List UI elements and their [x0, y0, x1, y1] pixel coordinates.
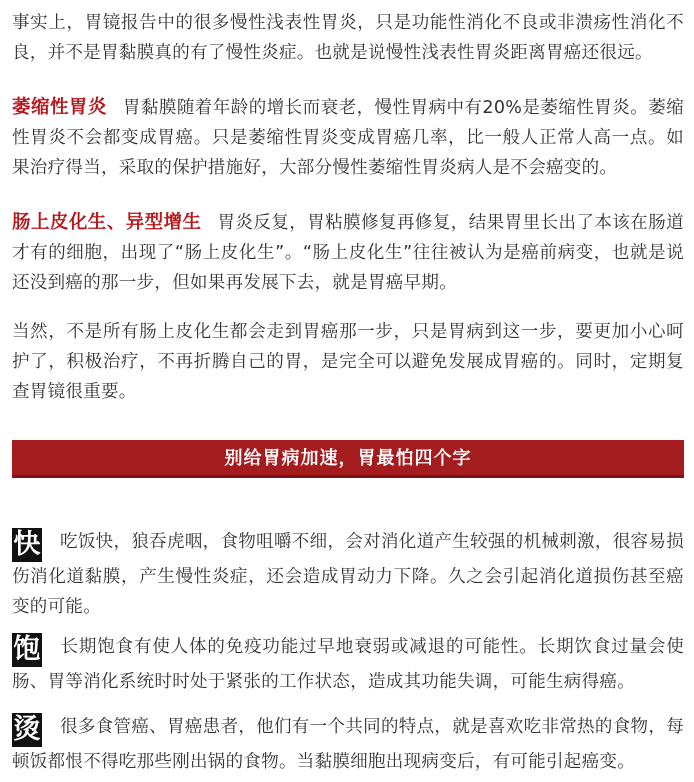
- conclusion-paragraph: [12, 317, 684, 407]
- metaplasia-text: 胃炎反复，胃粘膜修复再修复，结果胃里长出了本该在肠道才有的细胞，出现了“肠上皮化生”。“肠上皮化生”往往被认为是癌前病变，也就是说还没到癌的那一步，但如果再发展下去，就是胃癌早期。: [12, 213, 684, 293]
- intro-text: 事实上，胃镜报告中的很多慢性浅表性胃炎，只是功能性消化不良或非溃疡性消化不良，并不是胃黏膜真的有了慢性炎症。也就是说慢性浅表性胃炎距离胃癌还很远。: [12, 13, 684, 63]
- full-char-badge: 饱: [13, 634, 41, 665]
- overeating-text: 长期饱食有使人体的免疫功能过早地衰弱或减退的可能性。长期饮食过量会使肠、胃等消化系统时时处于紧张的工作状态，造成其功能失调，可能生病得癌。: [12, 637, 684, 692]
- metaplasia-paragraph: [12, 208, 684, 298]
- atrophic-gastritis-term: 萎缩性胃炎: [12, 97, 107, 118]
- overeating-paragraph: [12, 632, 684, 697]
- section-banner-title: 别给胃病加速，胃最怕四个字: [224, 448, 472, 469]
- fast-char-badge: 快: [13, 529, 41, 560]
- conclusion-text: 当然，不是所有肠上皮化生都会走到胃癌那一步，只是胃病到这一步，要更加小心呵护了，积极治疗，不再折腾自己的胃，是完全可以避免发展成胃癌的。同时，定期复查胃镜很重要。: [12, 322, 684, 402]
- hot-food-text: 很多食管癌、胃癌患者，他们有一个共同的特点，就是喜欢吃非常热的食物，每顿饭都恨不得吃那些刚出锅的食物。当黏膜细胞出现病变后，有可能引起癌变。: [12, 717, 684, 772]
- hot-char-badge: 烫: [13, 714, 41, 745]
- intro-paragraph: [12, 8, 684, 68]
- atrophic-gastritis-paragraph: [12, 93, 684, 183]
- metaplasia-term: 肠上皮化生、异型增生: [12, 212, 202, 233]
- atrophic-gastritis-text: 胃黏膜随着年龄的增长而衰老，慢性胃病中有20%是萎缩性胃炎。萎缩性胃炎不会都变成胃癌。只是萎缩性胃炎变成胃癌几率，比一般人正常人高一点。如果治疗得当，采取的保护措施好，大部分慢性萎缩性胃炎病人是不会癌变的。: [12, 98, 684, 178]
- section-banner: [12, 440, 684, 478]
- fast-eating-text: 吃饭快，狼吞虎咽，食物咀嚼不细，会对消化道产生较强的机械刺激，很容易损伤消化道黏膜，产生慢性炎症，还会造成胃动力下降。久之会引起消化道损伤甚至癌变的可能。: [12, 532, 684, 617]
- fast-eating-paragraph: [12, 527, 684, 622]
- hot-food-paragraph: [12, 712, 684, 777]
